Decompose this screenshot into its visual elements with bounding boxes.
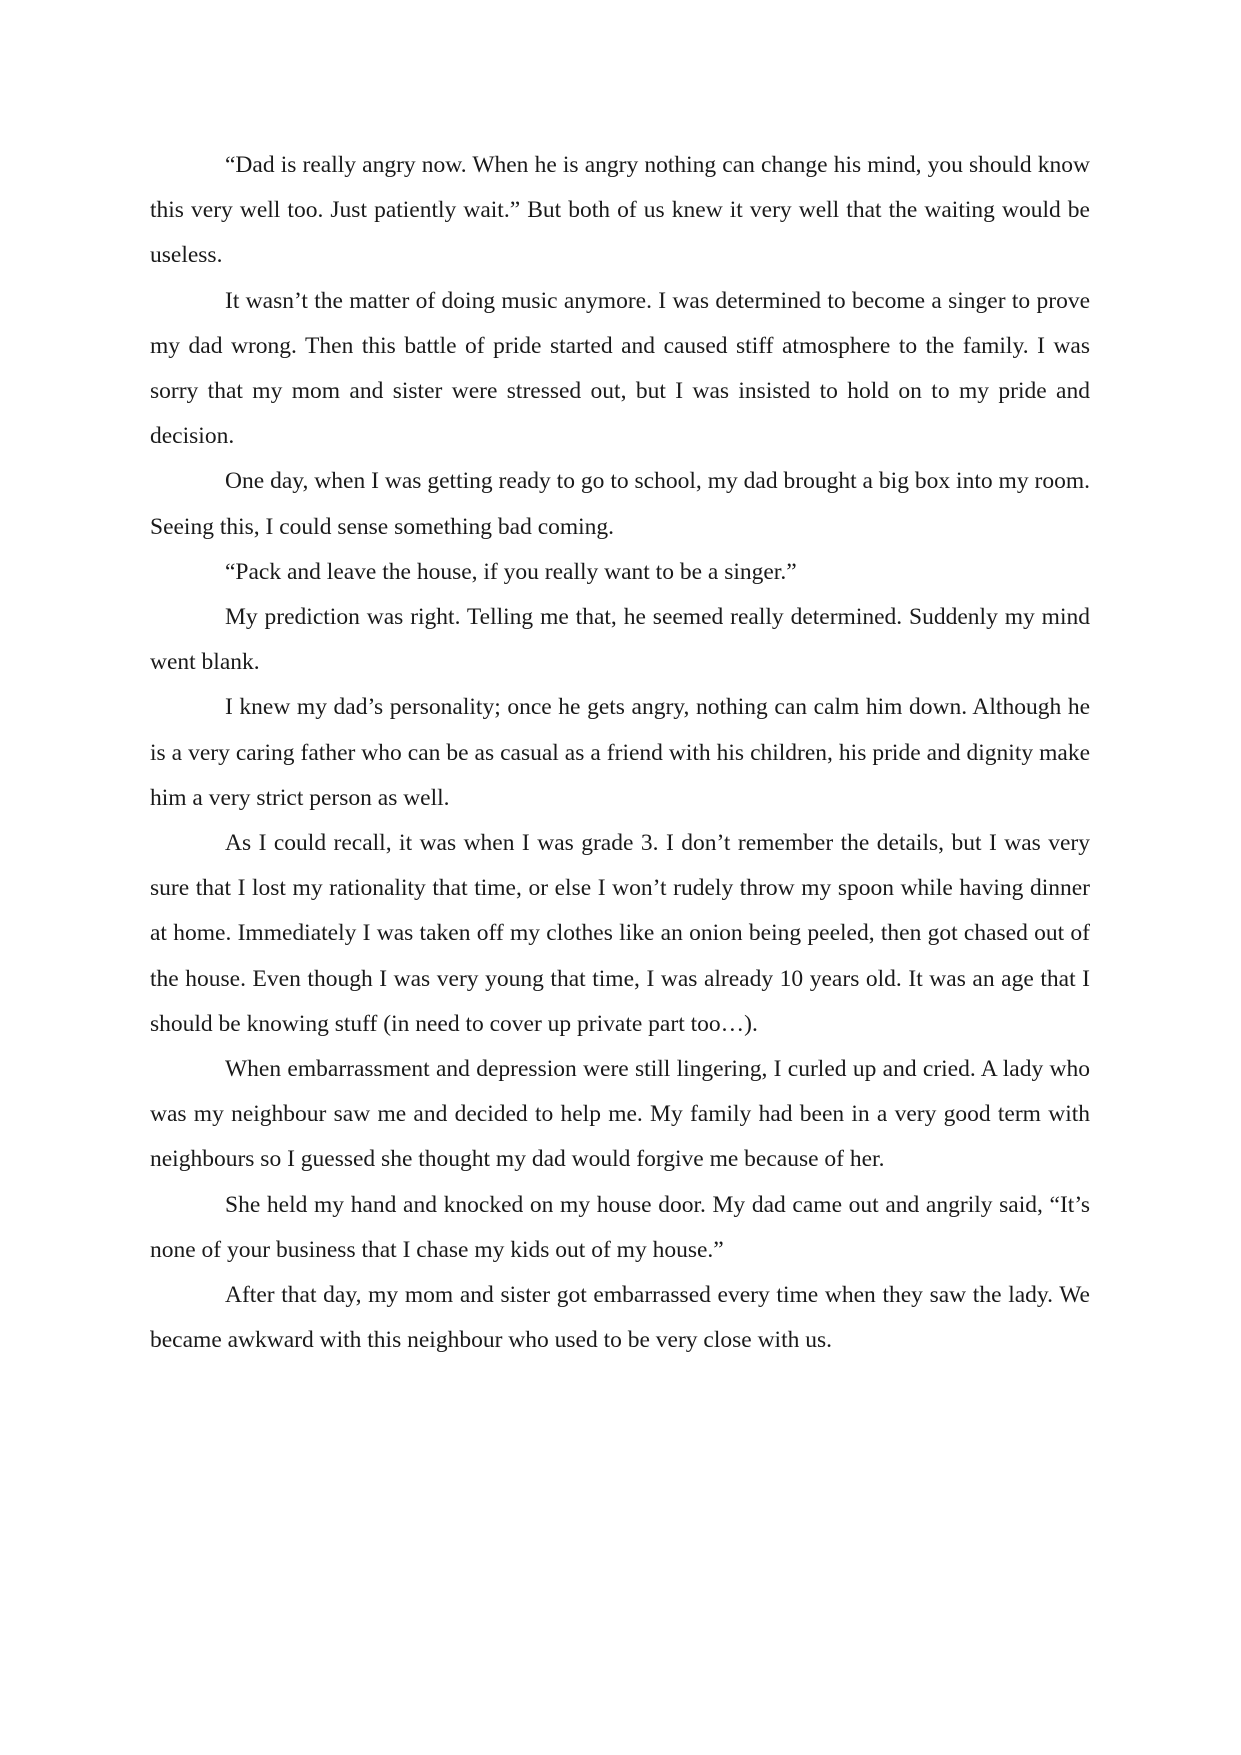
paragraph: As I could recall, it was when I was grade 3. I don’t remember the details, but I was very sure that I lost my rationality that time, or else I won’t rudely throw my spoon while having dinner at home. Immediately I was taken off my clothes like an onion being peeled, then got chased out of the house. Even though I was very young that time, I was already 10 years old. It was an age that I should be knowing stuff (in need to cover up private part too…). [150,830,1090,1037]
paragraph: One day, when I was getting ready to go to school, my dad brought a big box into my room. Seeing this, I could sense something bad coming. [150,468,1090,540]
paragraph: It wasn’t the matter of doing music anymore. I was determined to become a singer to prove my dad wrong. Then this battle of pride started and caused stiff atmosphere to the family. I was sorry that my mom and sister were stressed out, but I was insisted to hold on to my pride and decision. [150,287,1090,450]
paragraph: When embarrassment and depression were still lingering, I curled up and cried. A lady who was my neighbour saw me and decided to help me. My family had been in a very good term with neighbours so I guessed she thought my dad would forgive me because of her. [150,1056,1090,1173]
paragraph: She held my hand and knocked on my house door. My dad came out and angrily said, “It’s none of your business that I chase my kids out of my house.” [150,1191,1090,1263]
paragraph: After that day, my mom and sister got embarrassed every time when they saw the lady. We became awkward with this neighbour who used to be very close with us. [150,1282,1090,1354]
paragraph: My prediction was right. Telling me that, he seemed really determined. Suddenly my mind went blank. [150,604,1090,676]
paragraph: “Dad is really angry now. When he is angry nothing can change his mind, you should know this very well too. Just patiently wait.” But both of us knew it very well that the waiting would be useless. [150,152,1090,269]
paragraph: I knew my dad’s personality; once he gets angry, nothing can calm him down. Although he is a very caring father who can be as casual as a friend with his children, his pride and dignity make him a very strict person as well. [150,694,1090,811]
document-page [150,143,1090,1363]
paragraph: “Pack and leave the house, if you really want to be a singer.” [225,558,797,585]
